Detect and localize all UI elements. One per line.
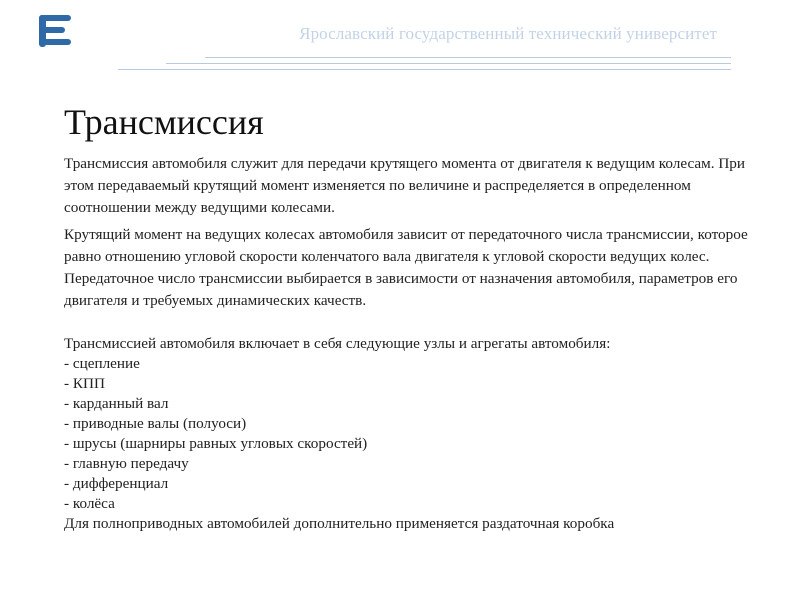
list-intro: Трансмиссией автомобиля включает в себя следующие узлы и агрегаты автомобиля: bbox=[64, 335, 611, 352]
slide-body bbox=[64, 153, 749, 534]
slide-title: Трансмиссия bbox=[64, 102, 264, 142]
list-item: - КПП bbox=[64, 375, 105, 392]
paragraph-1: Трансмиссия автомобиля служит для передачи крутящего момента от двигателя к ведущим колесам. При этом передаваемый крутящий момент изменяется по величине и распределяется в определенном соотношении между ведущими колесами. bbox=[64, 155, 746, 216]
university-name: Ярославский государственный технический университет bbox=[299, 24, 717, 43]
header-rule-1 bbox=[205, 57, 731, 58]
paragraph-2: Крутящий момент на ведущих колесах автомобиля зависит от передаточного числа трансмиссии, которое равно отношению угловой скорости коленчатого вала двигателя к угловой скорости ведущих колес. Передаточное число трансмиссии выбирается в зависимости от назначения автомобиля, параметров его двигателя и требуемых динамических качеств. bbox=[64, 226, 748, 309]
list-item: - шрусы (шарниры равных угловых скоростей) bbox=[64, 435, 368, 452]
list-item: - главную передачу bbox=[64, 455, 189, 472]
component-list bbox=[64, 354, 749, 514]
header-rule-2 bbox=[166, 63, 731, 64]
header-rule-3 bbox=[118, 69, 731, 70]
list-item: - колёса bbox=[64, 495, 115, 512]
list-item: - сцепление bbox=[64, 355, 140, 372]
spacer bbox=[64, 312, 749, 334]
list-item: - приводные валы (полуоси) bbox=[64, 415, 247, 432]
list-item: - дифференциал bbox=[64, 475, 169, 492]
list-item: - карданный вал bbox=[64, 395, 169, 412]
closing-note: Для полноприводных автомобилей дополнительно применяется раздаточная коробка bbox=[64, 515, 615, 532]
